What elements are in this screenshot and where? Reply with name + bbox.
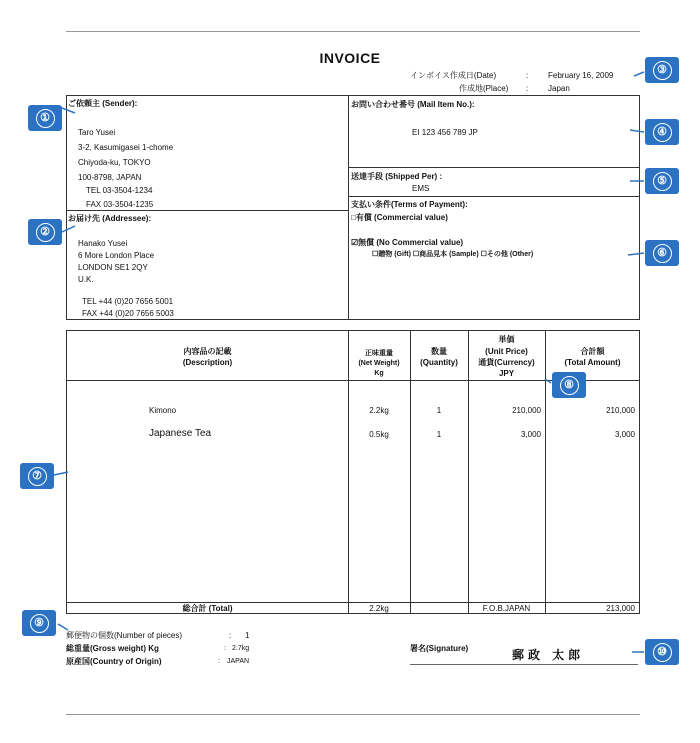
footer-total: 213,000 xyxy=(606,604,635,613)
callout-marker-1 xyxy=(28,105,62,131)
signature-handwriting: 郵政 太郎 xyxy=(512,648,585,662)
addressee-tel: TEL +44 (0)20 7656 5001 xyxy=(82,297,174,306)
row-weight: 0.5kg xyxy=(369,430,389,439)
marker-number: ⑦ xyxy=(28,467,47,486)
callout-marker-4 xyxy=(645,119,679,145)
pieces-value: 1 xyxy=(245,631,250,640)
payment-commercial: □有償 (Commercial value) xyxy=(351,213,448,222)
sender-line: FAX 03-3504-1235 xyxy=(86,200,154,209)
gross-value: 2.7kg xyxy=(232,645,250,652)
marker-number: ⑥ xyxy=(653,244,672,263)
row-unit-price: 210,000 xyxy=(512,406,541,415)
row-total: 3,000 xyxy=(614,430,635,439)
marker-number: ⑨ xyxy=(30,614,49,633)
place-sep: : xyxy=(526,84,529,93)
header-description: 内容品の記載 xyxy=(183,347,232,356)
shipped-label: 送達手段 (Shipped Per) : xyxy=(351,172,443,181)
payment-no-commercial: ☑無償 (No Commercial value) xyxy=(351,238,464,247)
header-weight: 正味重量 xyxy=(365,350,393,357)
callout-marker-9 xyxy=(22,610,56,636)
shipped-value: EMS xyxy=(412,184,430,193)
callout-marker-5 xyxy=(645,168,679,194)
date-sep: : xyxy=(526,71,529,80)
mail-item-value: EI 123 456 789 JP xyxy=(412,128,478,137)
invoice-title: INVOICE xyxy=(319,50,381,66)
header-description-en: (Description) xyxy=(182,358,233,367)
pieces-sep: : xyxy=(229,631,232,640)
callout-marker-2 xyxy=(28,219,62,245)
addressee-line: U.K. xyxy=(78,275,94,284)
callout-marker-3 xyxy=(645,57,679,83)
marker-number: ② xyxy=(36,223,55,242)
addressee-label: お届け先 (Addressee): xyxy=(68,214,152,223)
footer-weight: 2.2kg xyxy=(369,604,389,613)
footer-terms: F.O.B.JAPAN xyxy=(482,604,531,613)
footer-label: 総合計 (Total) xyxy=(182,604,233,613)
table-row: Kimono xyxy=(149,406,177,415)
mail-item-label: お問い合わせ番号 (Mail Item No.): xyxy=(351,100,475,109)
row-weight: 2.2kg xyxy=(369,406,389,415)
header-currency: 通貨(Currency) xyxy=(478,358,535,367)
sender-line: 3-2, Kasumigasei 1-chome xyxy=(78,143,174,152)
table-row: Japanese Tea xyxy=(149,428,212,439)
date-label: インボイス作成日(Date) xyxy=(410,71,497,80)
addressee-line: LONDON SE1 2QY xyxy=(78,263,148,272)
date-value: February 16, 2009 xyxy=(548,71,614,80)
origin-sep: : xyxy=(218,658,220,665)
callout-marker-7 xyxy=(20,463,54,489)
row-quantity: 1 xyxy=(436,430,442,439)
origin-label: 原産国(Country of Origin) xyxy=(66,657,162,666)
payment-label: 支払い条件(Terms of Payment): xyxy=(351,200,468,209)
header-unit-price-en: (Unit Price) xyxy=(485,347,528,356)
origin-value: JAPAN xyxy=(227,658,250,665)
sender-label: ご依頼主 (Sender): xyxy=(68,99,138,108)
marker-number: ⑤ xyxy=(653,172,672,191)
callout-marker-6 xyxy=(645,240,679,266)
addressee-fax: FAX +44 (0)20 7656 5003 xyxy=(82,309,174,318)
sender-line: Taro Yusei xyxy=(78,128,116,137)
signature-label: 署名(Signature) xyxy=(410,644,469,653)
place-label: 作成地(Place) xyxy=(459,84,509,93)
marker-number: ⑩ xyxy=(653,643,672,662)
row-unit-price: 3,000 xyxy=(520,430,541,439)
pieces-label: 郵便物の個数(Number of pieces) xyxy=(66,631,183,640)
callout-marker-8 xyxy=(552,372,586,398)
header-weight-unit: Kg xyxy=(374,370,384,377)
header-total: 合計額 xyxy=(580,347,605,356)
gross-label: 総重量(Gross weight) Kg xyxy=(66,644,159,653)
addressee-line: Hanako Yusei xyxy=(78,239,128,248)
header-currency-value: JPY xyxy=(498,369,515,378)
header-quantity: 数量 xyxy=(431,347,447,356)
payment-options: ☐贈物 (Gift) ☐商品見本 (Sample) ☐その他 (Other) xyxy=(372,251,534,258)
marker-number: ① xyxy=(36,109,55,128)
addressee-line: 6 More London Place xyxy=(78,251,155,260)
row-quantity: 1 xyxy=(436,406,442,415)
header-weight-en: (Net Weight) xyxy=(358,360,400,367)
marker-number: ⑧ xyxy=(560,376,579,395)
sender-line: 100-8798, JAPAN xyxy=(78,173,142,182)
marker-number: ④ xyxy=(653,123,672,142)
gross-sep: : xyxy=(224,645,226,652)
place-value: Japan xyxy=(548,84,570,93)
header-unit-price: 単価 xyxy=(498,335,515,344)
marker-number: ③ xyxy=(653,61,672,80)
callout-marker-10 xyxy=(645,639,679,665)
header-quantity-en: (Quantity) xyxy=(420,358,458,367)
sender-line: TEL 03-3504-1234 xyxy=(86,186,153,195)
row-total: 210,000 xyxy=(606,406,635,415)
header-total-en: (Total Amount) xyxy=(564,358,621,367)
sender-line: Chiyoda-ku, TOKYO xyxy=(78,158,151,167)
